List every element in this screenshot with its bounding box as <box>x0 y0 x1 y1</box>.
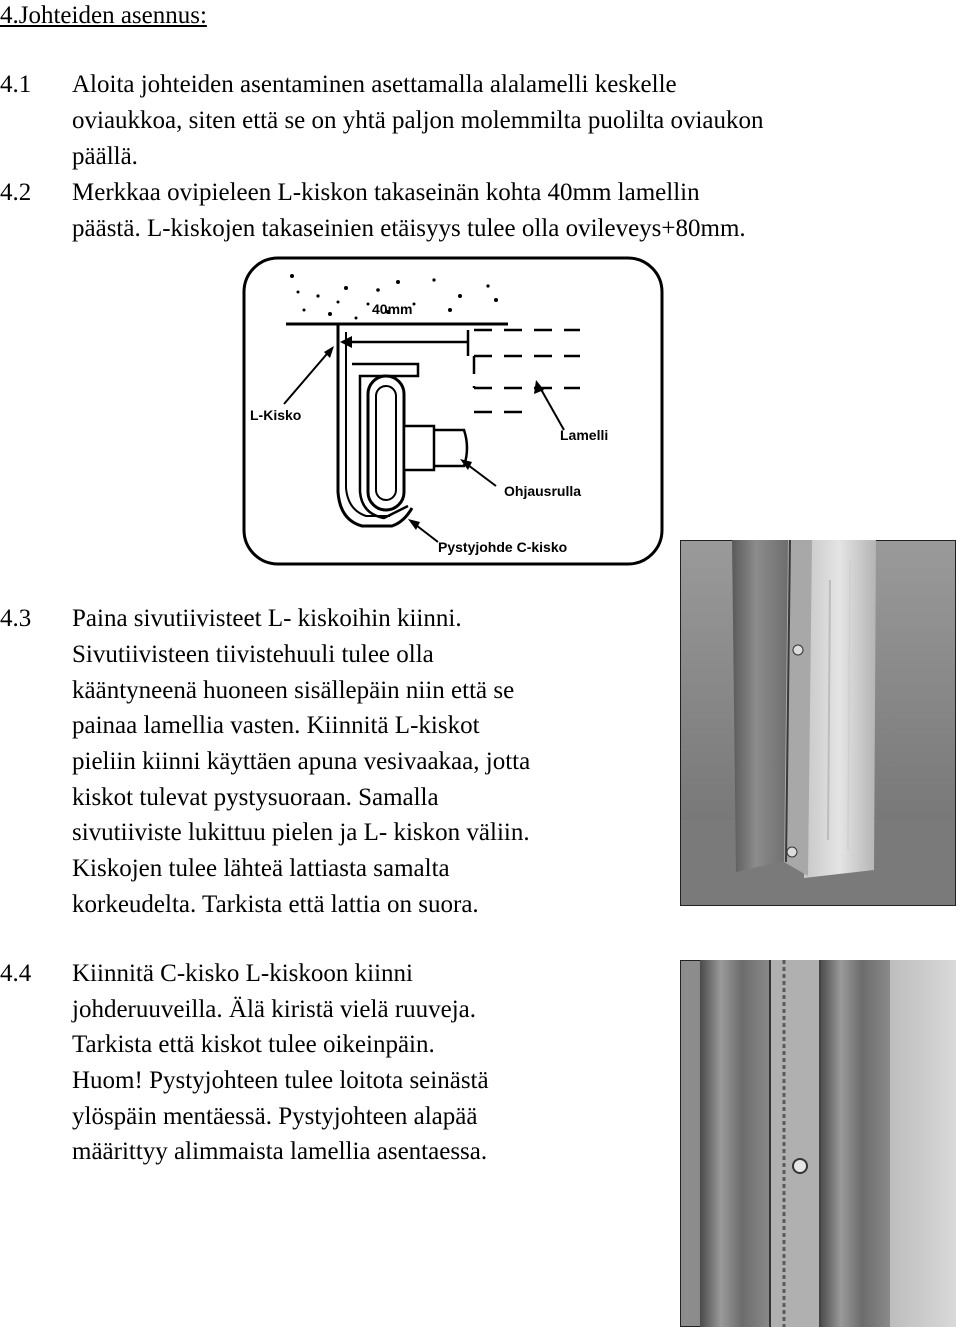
section-4-3-line: Kiskojen tulee lähteä lattiasta samalta <box>72 855 450 882</box>
l-kisko-diagram <box>228 252 676 580</box>
section-4-3-line: korkeudelta. Tarkista että lattia on suora. <box>72 891 479 918</box>
photo-l-kisko-on-post <box>680 540 956 906</box>
section-4-2-line: päästä. L-kiskojen takaseinien etäisyys tulee olla ovileveys+80mm. <box>72 215 746 242</box>
section-4-3-line: sivutiiviste lukittuu pielen ja L- kiskon väliin. <box>72 819 530 846</box>
section-4-4-line: ylöspäin mentäessä. Pystyjohteen alapää <box>72 1103 478 1130</box>
page-heading: 4.Johteiden asennus: <box>0 2 207 29</box>
section-4-1-line: oviaukkoa, siten että se on yhtä paljon molemmilta puolilta oviaukon <box>72 107 764 134</box>
section-4-2-line: Merkkaa ovipieleen L-kiskon takaseinän kohta 40mm lamellin <box>72 179 700 206</box>
section-4-3-line: kääntyneenä huoneen sisällepäin niin että se <box>72 677 515 704</box>
section-4-4-line: Tarkista että kiskot tulee oikeinpäin. <box>72 1031 435 1058</box>
section-4-3-line: painaa lamellia vasten. Kiinnitä L-kiskot <box>72 712 480 739</box>
diagram-label-pystyjohde: Pystyjohde C-kisko <box>438 539 568 555</box>
section-4-4-line: Kiinnitä C-kisko L-kiskoon kiinni <box>72 960 413 987</box>
section-4-3-line: Sivutiivisteen tiivistehuuli tulee olla <box>72 641 434 668</box>
section-4-3-line: pieliin kiinni käyttäen apuna vesivaakaa, jotta <box>72 748 531 775</box>
section-number-4-3: 4.3 <box>0 605 32 632</box>
section-4-1-line: päällä. <box>72 143 138 170</box>
section-4-3-line: kiskot tulevat pystysuoraan. Samalla <box>72 784 439 811</box>
photo-c-kisko-attached <box>680 960 956 1327</box>
section-4-4-line: johderuuveilla. Älä kiristä vielä ruuveja. <box>72 996 477 1023</box>
diagram-label-l-kisko: L-Kisko <box>250 407 302 423</box>
diagram-label-measure: 40mm <box>372 301 413 317</box>
diagram-label-ohjausrulla: Ohjausrulla <box>504 483 582 499</box>
section-4-3-line: Paina sivutiivisteet L- kiskoihin kiinni. <box>72 605 462 632</box>
section-4-4-line: Huom! Pystyjohteen tulee loitota seinästä <box>72 1067 489 1094</box>
section-number-4-4: 4.4 <box>0 960 32 987</box>
section-4-4-line: määrittyy alimmaista lamellia asentaessa. <box>72 1138 488 1165</box>
section-number-4-1: 4.1 <box>0 71 32 98</box>
section-number-4-2: 4.2 <box>0 179 32 206</box>
section-4-1-line: Aloita johteiden asentaminen asettamalla alalamelli keskelle <box>72 71 677 98</box>
diagram-label-lamelli: Lamelli <box>560 427 609 443</box>
